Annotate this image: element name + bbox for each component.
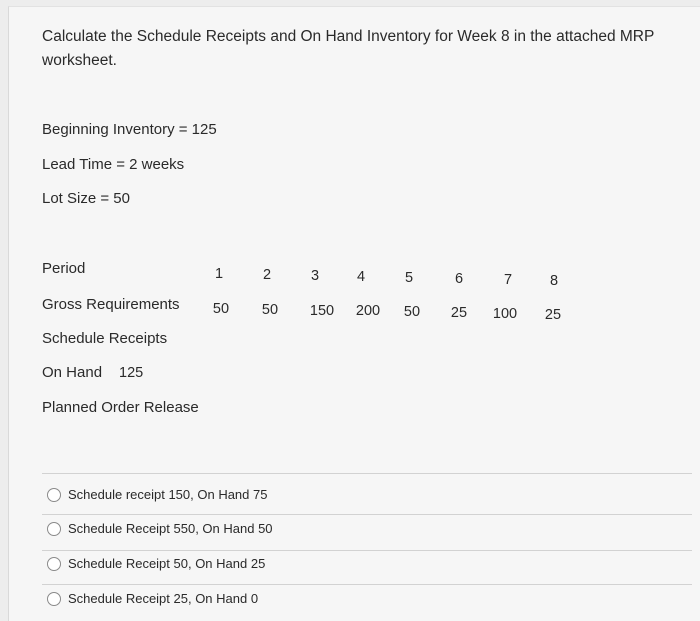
divider — [42, 584, 692, 585]
on-hand-label: On Hand — [42, 364, 103, 381]
period-cell: 5 — [404, 270, 414, 286]
period-cell: 2 — [262, 267, 272, 283]
answer-option-label: Schedule Receipt 550, On Hand 50 — [68, 521, 273, 536]
radio-button[interactable] — [47, 592, 61, 606]
period-cell: 8 — [549, 273, 559, 289]
answer-option-2[interactable] — [47, 521, 273, 536]
period-cell: 1 — [214, 266, 224, 282]
lead-time: Lead Time = 2 weeks — [42, 156, 185, 173]
period-cell: 4 — [356, 269, 366, 285]
mrp-worksheet — [9, 7, 700, 457]
lot-size: Lot Size = 50 — [42, 190, 130, 207]
divider — [42, 550, 692, 551]
period-cell: 3 — [310, 268, 320, 284]
period-cell: 7 — [503, 272, 513, 288]
question-text: Calculate the Schedule Receipts and On Hand Inventory for Week 8 in the attached MRP worksheet. — [42, 28, 655, 69]
answer-option-4[interactable] — [47, 591, 258, 606]
gross-requirement-cell: 100 — [492, 306, 518, 322]
answer-option-label: Schedule Receipt 25, On Hand 0 — [68, 591, 259, 606]
gross-requirement-cell: 150 — [309, 303, 335, 319]
schedule-receipts-label: Schedule Receipts — [42, 330, 168, 347]
question-card — [8, 6, 700, 621]
planned-order-release-label: Planned Order Release — [42, 399, 199, 416]
gross-requirement-cell: 50 — [403, 304, 421, 320]
answer-option-label: Schedule receipt 150, On Hand 75 — [68, 487, 268, 502]
gross-requirement-cell: 25 — [544, 307, 562, 323]
divider — [42, 514, 692, 515]
beginning-inventory: Beginning Inventory = 125 — [42, 121, 217, 138]
gross-requirements-label: Gross Requirements — [42, 296, 180, 313]
radio-button[interactable] — [47, 488, 61, 502]
period-cell: 6 — [454, 271, 464, 287]
on-hand-initial-value: 125 — [119, 365, 144, 381]
answer-option-1[interactable] — [47, 487, 267, 502]
gross-requirement-cell: 50 — [212, 301, 230, 317]
radio-button[interactable] — [47, 522, 61, 536]
gross-requirement-cell: 200 — [355, 303, 381, 319]
period-label: Period — [42, 260, 86, 277]
answer-option-label: Schedule Receipt 50, On Hand 25 — [68, 556, 266, 571]
answer-option-3[interactable] — [47, 556, 265, 571]
radio-button[interactable] — [47, 557, 61, 571]
gross-requirement-cell: 25 — [450, 305, 468, 321]
gross-requirement-cell: 50 — [261, 302, 279, 318]
divider — [42, 473, 692, 474]
